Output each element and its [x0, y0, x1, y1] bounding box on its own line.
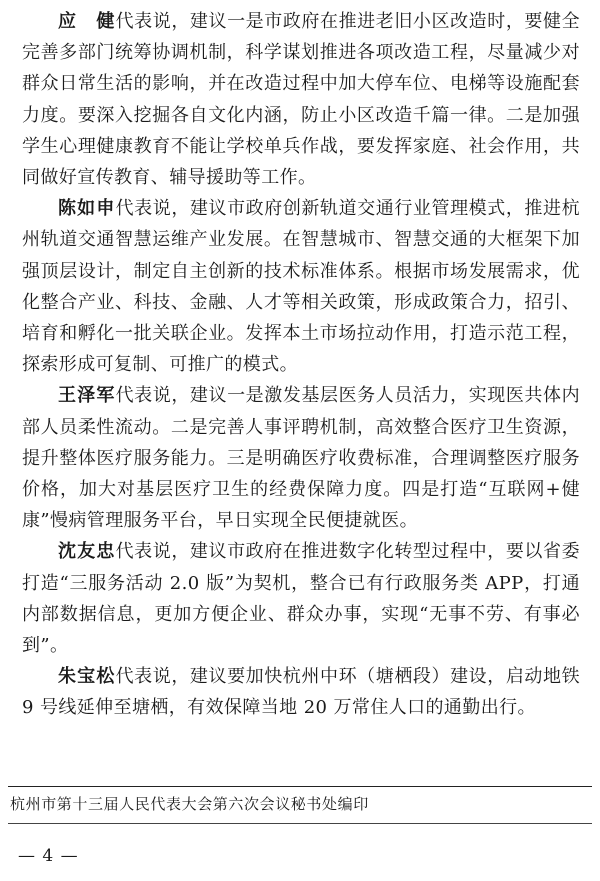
document-body — [22, 6, 580, 724]
paragraph-zhu-baosong — [22, 661, 580, 723]
speaker-name: 陈如申 — [58, 198, 116, 220]
speaker-name: 应 健 — [58, 11, 116, 32]
paragraph-shen-youzhong — [22, 536, 580, 661]
paragraph-text: 代表说，建议市政府创新轨道交通行业管理模式，推进杭州轨道交通智慧运维产业发展。在智慧城市、智慧交通的大框架下加强顶层设计，制定自主创新的技术标准体系。根据市场发展需求，优化整合产业、科技、金融、人才等相关政策，形成政策合力，招引、培育和孵化一批关联企业。发挥本土市场拉动作用，打造示范工程，探索形成可复制、可推广的模式。 — [22, 198, 581, 376]
paragraph-ying-jian — [22, 6, 580, 193]
paragraph-chen-rushen — [22, 193, 580, 380]
paragraph-text: 代表说，建议市政府在推进数字化转型过程中，要以省委打造“三服务活动 2.0 版”为契机，整合已有行政服务类 APP，打通内部数据信息，更加方便企业、群众办事，实现“无事不劳、有事必到”。 — [22, 541, 581, 657]
paragraph-text: 代表说，建议要加快杭州中环（塘栖段）建设，启动地铁 9 号线延伸至塘栖，有效保障当地 20 万常住人口的通勤出行。 — [22, 666, 581, 719]
speaker-name: 王泽军 — [58, 385, 116, 407]
footer-publisher: 杭州市第十三届人民代表大会第六次会议秘书处编印 — [10, 795, 369, 813]
footer-bottom-rule — [8, 823, 592, 824]
paragraph-wang-zejun — [22, 380, 580, 536]
paragraph-text: 代表说，建议一是市政府在推进老旧小区改造时，要健全完善多部门统筹协调机制，科学谋划推进各项改造工程，尽量减少对群众日常生活的影响，并在改造过程中加大停车位、电梯等设施配套力度。要深入挖掘各自文化内涵，防止小区改造千篇一律。二是加强学生心理健康教育不能让学校单兵作战，要发挥家庭、社会作用，共同做好宣传教育、辅导援助等工作。 — [22, 11, 581, 189]
page-number: — 4 — — [18, 846, 79, 866]
paragraph-text: 代表说，建议一是激发基层医务人员活力，实现医共体内部人员柔性流动。二是完善人事评聘机制，高效整合医疗卫生资源，提升整体医疗服务能力。三是明确医疗收费标准，合理调整医疗服务价格，加大对基层医疗卫生的经费保障力度。四是打造“互联网+健康”慢病管理服务平台，早日实现全民便捷就医。 — [22, 385, 581, 532]
footer-top-rule — [8, 786, 592, 787]
speaker-name: 沈友忠 — [58, 541, 116, 563]
speaker-name: 朱宝松 — [58, 666, 116, 688]
